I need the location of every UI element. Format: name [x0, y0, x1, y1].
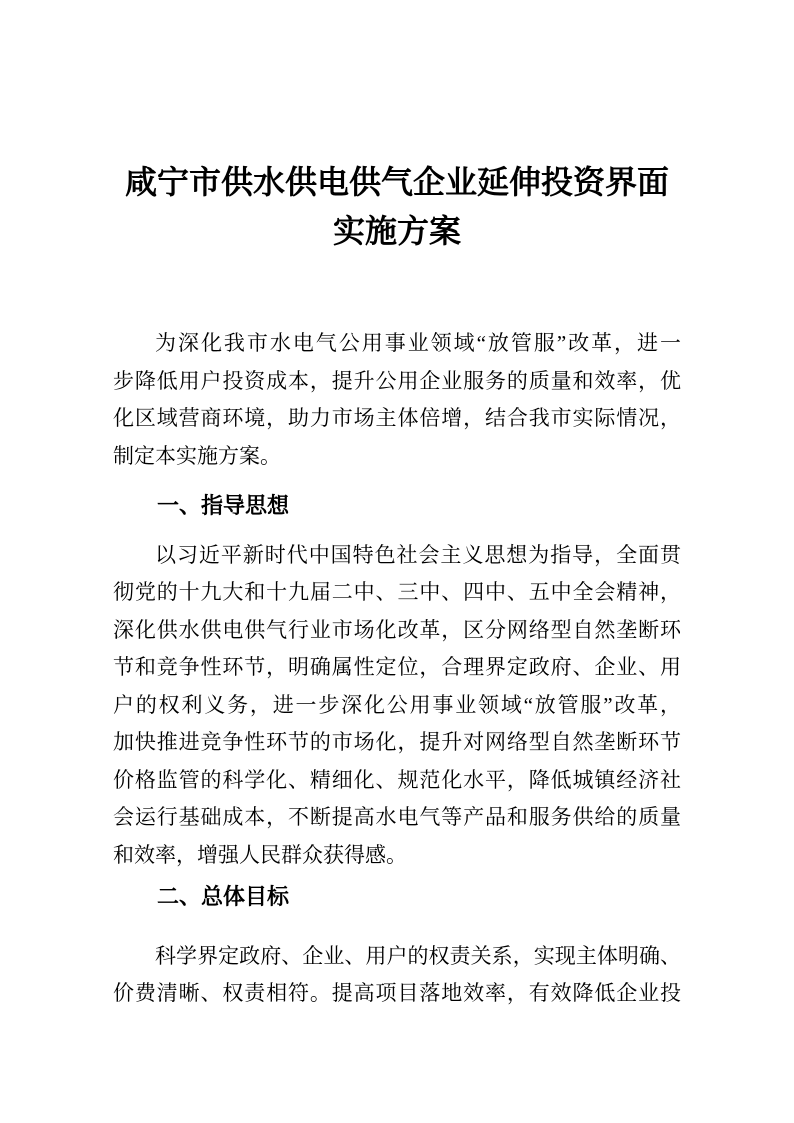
text-line: 价费清晰、权责相符。提高项目落地效率，有效降低企业投 — [113, 981, 681, 1005]
text-line: 价格监管的科学化、精细化、规范化水平，降低城镇经济社 — [113, 767, 681, 792]
document-title — [113, 158, 681, 256]
section-heading: 二、总体目标 — [157, 884, 290, 909]
paragraph — [113, 537, 681, 875]
document-content — [0, 158, 794, 1013]
document-title-line-2: 实施方案 — [332, 213, 461, 249]
text-line: 科学界定政府、企业、用户的权责关系，实现主体明确、 — [155, 943, 681, 968]
text-line: 制定本实施方案。 — [113, 443, 281, 468]
document-title-line-1: 咸宁市供水供电供气企业延伸投资界面 — [124, 164, 669, 200]
text-line: 彻党的十九大和十九届二中、三中、四中、五中全会精神， — [113, 580, 681, 604]
document-body — [113, 325, 681, 1013]
text-line: 户的权利义务，进一步深化公用事业领域“放管服”改革， — [113, 692, 681, 717]
paragraph — [113, 325, 681, 475]
text-line: 和效率，增强人民群众获得感。 — [113, 842, 407, 867]
section-heading: 一、指导思想 — [157, 493, 290, 518]
text-line: 化区域营商环境，助力市场主体倍增，结合我市实际情况， — [113, 406, 681, 430]
text-line: 加快推进竞争性环节的市场化，提升对网络型自然垄断环节 — [113, 730, 681, 754]
text-line: 以习近平新时代中国特色社会主义思想为指导，全面贯 — [155, 542, 681, 567]
paragraph — [113, 938, 681, 1013]
text-line: 为深化我市水电气公用事业领域“放管服”改革，进一 — [155, 331, 681, 355]
text-line: 步降低用户投资成本，提升公用企业服务的质量和效率，优 — [113, 368, 681, 393]
text-line: 节和竞争性环节，明确属性定位，合理界定政府、企业、用 — [113, 655, 681, 679]
text-line: 深化供水供电供气行业市场化改革，区分网络型自然垄断环 — [113, 617, 681, 642]
text-line: 会运行基础成本，不断提高水电气等产品和服务供给的质量 — [113, 805, 681, 829]
